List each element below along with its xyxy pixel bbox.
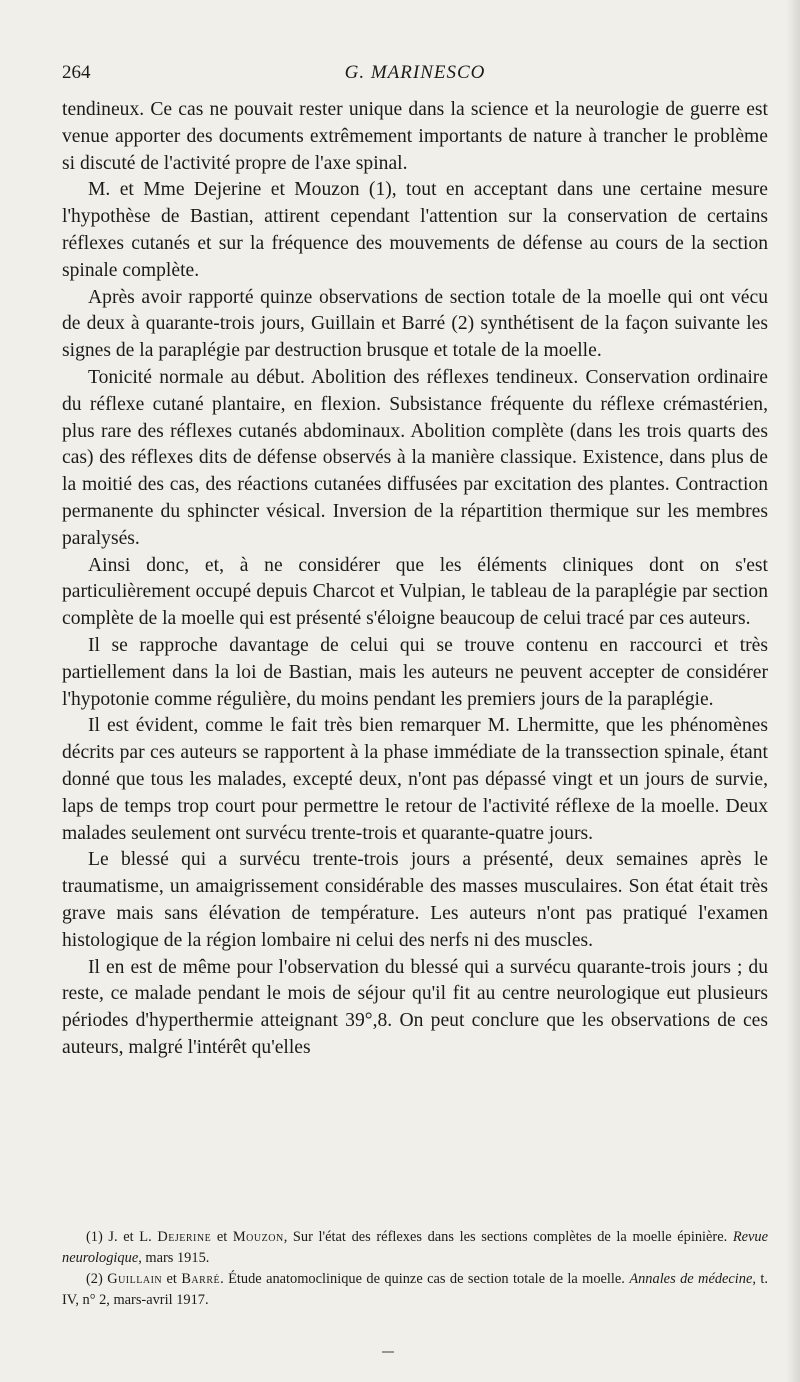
page-number: 264 xyxy=(62,62,91,83)
paragraph-4: Tonicité normale au début. Abolition des réflexes tendineux. Conservation ordinaire du réflexe cutané plantaire, en flexion. Subsistance fréquente du réflexe crémastérien, plus rare des réflexes cutanés abdominaux. Abolition complète (dans les trois quarts des cas) des réflexes dits de défense observés à la manière classique. Existence, dans plus de la moitié des cas, des réactions cutanées diffusées par excitation des plantes. Contraction permanente du sphincter vésical. Inversion de la répartition thermique sur les membres paralysés. xyxy=(62,366,768,549)
paragraph-6: Il se rapproche davantage de celui qui se trouve contenu en raccourci et très partiellement dans la loi de Bastian, mais les auteurs ne peuvent accepter de considérer l'hypotonie comme régulière, du moins pendant les premiers jours de la paraplégie. xyxy=(62,634,768,710)
footnote-1-joiner: et xyxy=(216,1229,228,1245)
footnote-2-author: Guillain xyxy=(107,1271,163,1287)
footnotes xyxy=(62,1227,768,1311)
footnote-1-marker: (1) J. et L. xyxy=(86,1229,152,1245)
page-edge-shadow xyxy=(786,0,800,1382)
footnote-2 xyxy=(62,1269,768,1311)
footnote-2-marker: (2) xyxy=(86,1271,103,1287)
bottom-dash-mark xyxy=(382,1351,394,1353)
paragraph-1: tendineux. Ce cas ne pouvait rester unique dans la science et la neurologie de guerre est venue apporter des documents extrêmement importants de nature à trancher le problème si discuté de l'activité propre de l'axe spinal. xyxy=(62,99,768,174)
footnote-2-author2: Barré xyxy=(181,1271,221,1287)
footnote-1-date: , mars 1915. xyxy=(138,1250,210,1266)
footnote-1-journal: Revue neurologique xyxy=(62,1229,769,1266)
footnote-2-journal: Annales de médecine xyxy=(629,1271,753,1287)
paragraph-2: M. et Mme Dejerine et Mouzon (1), tout en acceptant dans une certaine mesure l'hypothèse de Bastian, attirent cependant l'attention sur la conservation de certains réflexes cutanés et sur la fréquence des mouvements de défense au cours de la section spinale complète. xyxy=(62,179,768,281)
footnote-1-author: Dejerine xyxy=(157,1229,212,1245)
footnote-1-title: , Sur l'état des réflexes dans les sections complètes de la moelle épinière. xyxy=(283,1229,728,1245)
paragraph-3: Après avoir rapporté quinze observations de section totale de la moelle qui ont vécu de deux à quarante-trois jours, Guillain et Barré (2) synthétisent de la façon suivante les signes de la paraplégie par destruction brusque et totale de la moelle. xyxy=(62,286,768,362)
body-text xyxy=(62,97,768,1062)
paragraph-7: Il est évident, comme le fait très bien remarquer M. Lhermitte, que les phénomènes décrits par ces auteurs se rapportent à la phase immédiate de la transsection spinale, étant donné que tous les malades, excepté deux, n'ont pas dépassé vingt et un jours de survie, laps de temps trop court pour permettre le retour de l'activité réflexe de la moelle. Deux malades seulement ont survécu trente-trois et quarante-quatre jours. xyxy=(62,715,768,844)
paragraph-8: Le blessé qui a survécu trente-trois jours a présenté, deux semaines après le traumatisme, un amaigrissement considérable des masses musculaires. Son état était très grave mais sans élévation de température. Les auteurs n'ont pas pratiqué l'examen histologique de la région lombaire ni celui des nerfs ni des muscles. xyxy=(62,849,768,951)
paragraph-9: Il en est de même pour l'observation du blessé qui a survécu quarante-trois jours ; du reste, ce malade pendant le mois de séjour qu'il fit au centre neurologique eut plusieurs périodes d'hyperthermie atteignant 39°,8. On peut conclure que les observations de ces auteurs, malgré l'intérêt qu'elles xyxy=(62,956,768,1058)
running-head: G. MARINESCO xyxy=(344,62,486,83)
footnote-1 xyxy=(62,1227,768,1269)
footnote-2-joiner: et xyxy=(166,1271,177,1287)
footnote-2-date: , t. IV, n° 2, mars-avril 1917. xyxy=(62,1271,768,1308)
footnote-2-title: . Étude anatomoclinique de quinze cas de section totale de la moelle. xyxy=(220,1271,625,1287)
page-header xyxy=(62,62,768,88)
footnote-1-author2: Mouzon xyxy=(232,1229,284,1245)
paragraph-5: Ainsi donc, et, à ne considérer que les éléments cliniques dont on s'est particulièrement occupé depuis Charcot et Vulpian, le tableau de la paraplégie par section complète de la moelle qui est présenté s'éloigne beaucoup de celui tracé par ces auteurs. xyxy=(62,554,768,630)
